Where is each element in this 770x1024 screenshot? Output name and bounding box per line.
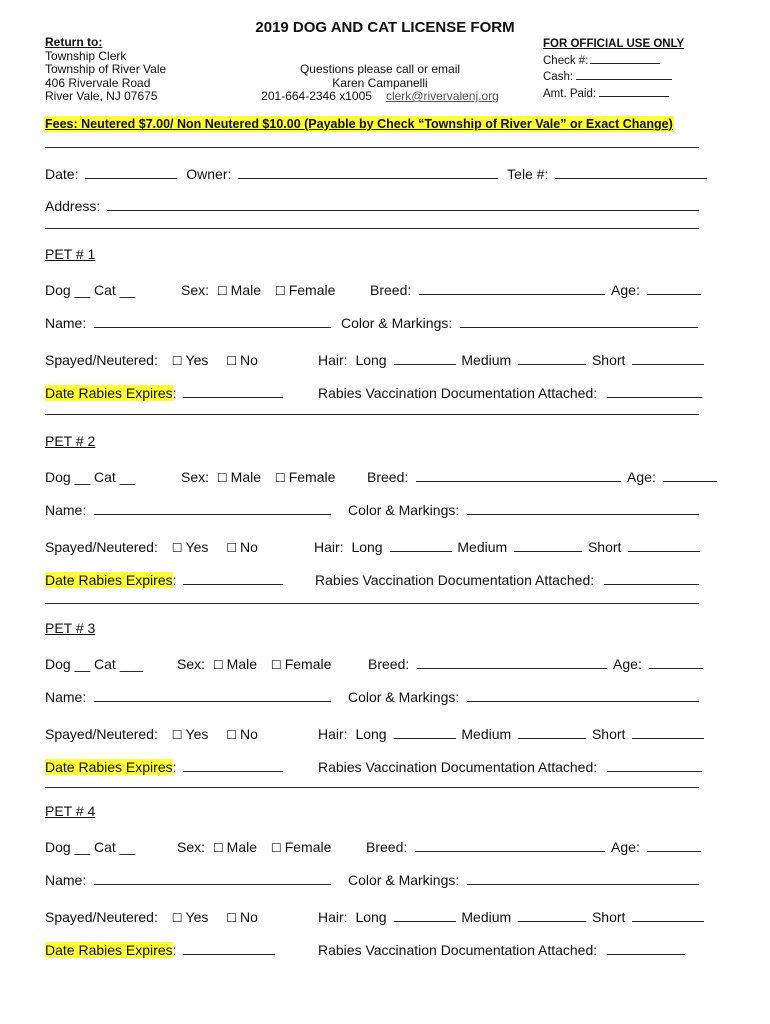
long-field[interactable] (390, 540, 452, 552)
short-field[interactable] (632, 910, 704, 922)
address-line: Township of River Vale (45, 62, 167, 76)
breed-label: Breed: (368, 656, 410, 672)
spayed-yes-checkbox[interactable]: ☐ (171, 541, 183, 555)
pet-row-name (45, 502, 331, 518)
color-field[interactable] (467, 690, 699, 702)
rabies-doc-label: Rabies Vaccination Documentation Attached: (318, 759, 598, 775)
dog-cat-field[interactable]: Dog __ Cat ___ (45, 656, 144, 672)
cash-label: Cash: (543, 71, 574, 83)
pet-row-name (45, 689, 331, 705)
pet-row-spayed (45, 539, 258, 555)
tele-field[interactable] (555, 167, 707, 179)
age-field[interactable] (663, 470, 717, 482)
age-label: Age: (611, 839, 640, 855)
short-label: Short (591, 352, 626, 368)
color-label: Color & Markings: (348, 689, 460, 705)
no-label: No (240, 909, 258, 925)
contact-phone: 201-664-2346 x1005 (261, 89, 372, 103)
name-label: Name: (45, 315, 87, 331)
rabies-expires-field[interactable] (183, 573, 283, 585)
rabies-doc-field[interactable] (604, 573, 699, 585)
spayed-no-checkbox[interactable]: ☐ (226, 728, 238, 742)
yes-label: Yes (185, 909, 209, 925)
hair-group (318, 909, 704, 925)
medium-label: Medium (461, 726, 512, 742)
sex-group (177, 656, 331, 672)
rabies-expires-field[interactable] (183, 943, 275, 955)
female-label: Female (288, 282, 336, 298)
color-field[interactable] (460, 316, 698, 328)
male-checkbox[interactable]: ☐ (216, 284, 228, 298)
address-row (45, 198, 699, 214)
breed-field[interactable] (415, 840, 605, 852)
contact-info (200, 63, 560, 104)
owner-field[interactable] (238, 167, 498, 179)
date-field[interactable] (85, 167, 177, 179)
color-label: Color & Markings: (348, 872, 460, 888)
address-label: Address: (45, 198, 101, 214)
medium-field[interactable] (514, 540, 582, 552)
sex-label: Sex: (181, 469, 210, 485)
pet-row-name (45, 315, 331, 331)
official-title: FOR OFFICIAL USE ONLY (543, 38, 685, 50)
divider (45, 603, 699, 604)
rabies-doc-field[interactable] (607, 386, 702, 398)
contact-email-link[interactable]: clerk@rivervalenj.org (385, 89, 499, 103)
address-line: 406 Rivervale Road (45, 75, 151, 90)
no-label: No (240, 352, 258, 368)
colon: : (172, 572, 177, 588)
return-to-label: Return to: (45, 35, 103, 49)
spayed-label: Spayed/Neutered: (45, 726, 158, 742)
contact-name: Karen Campanelli (332, 75, 428, 90)
medium-label: Medium (457, 539, 508, 555)
long-field[interactable] (394, 727, 456, 739)
male-label: Male (226, 656, 258, 672)
owner-label: Owner: (186, 166, 232, 182)
breed-group (367, 469, 717, 485)
long-field[interactable] (394, 353, 456, 365)
sex-group (177, 839, 331, 855)
short-label: Short (591, 726, 626, 742)
hair-label: Hair: (318, 352, 348, 368)
color-label: Color & Markings: (341, 315, 453, 331)
pet-title: PET # 3 (45, 620, 96, 636)
male-checkbox[interactable]: ☐ (216, 471, 228, 485)
breed-label: Breed: (370, 282, 412, 298)
pet-row-type (45, 839, 135, 855)
rabies-doc-label: Rabies Vaccination Documentation Attached: (318, 942, 598, 958)
pet-row-rabies (45, 385, 283, 401)
color-group (341, 315, 698, 331)
breed-group (370, 282, 701, 298)
pet-row-type (45, 469, 135, 485)
pet-name-field[interactable] (94, 503, 331, 515)
rabies-expires-label: Date Rabies Expires (45, 572, 173, 588)
divider (45, 414, 699, 415)
pet-row-rabies (45, 759, 283, 775)
amt-paid-field[interactable] (599, 85, 669, 97)
pet-row-rabies (45, 942, 275, 958)
male-label: Male (230, 282, 262, 298)
cash-field[interactable] (576, 68, 672, 80)
pet-row-type (45, 282, 135, 298)
color-group (348, 872, 699, 888)
age-label: Age: (611, 282, 640, 298)
spayed-yes-checkbox[interactable]: ☐ (171, 911, 183, 925)
female-checkbox[interactable]: ☐ (274, 284, 286, 298)
age-field[interactable] (647, 840, 701, 852)
rabies-expires-label: Date Rabies Expires (45, 942, 173, 958)
long-label: Long (355, 909, 387, 925)
hair-label: Hair: (318, 726, 348, 742)
sex-group (181, 469, 335, 485)
long-label: Long (351, 539, 383, 555)
medium-field[interactable] (518, 353, 586, 365)
divider (45, 787, 699, 788)
spayed-yes-checkbox[interactable]: ☐ (171, 354, 183, 368)
sex-label: Sex: (177, 839, 206, 855)
owner-row (45, 166, 707, 182)
female-checkbox[interactable]: ☐ (274, 471, 286, 485)
yes-label: Yes (185, 726, 209, 742)
color-field[interactable] (467, 873, 699, 885)
rabies-doc-label: Rabies Vaccination Documentation Attached: (315, 572, 595, 588)
rabies-doc-label: Rabies Vaccination Documentation Attached: (318, 385, 598, 401)
return-address (45, 36, 166, 104)
breed-field[interactable] (419, 283, 605, 295)
name-label: Name: (45, 872, 87, 888)
no-label: No (240, 539, 258, 555)
rabies-doc-group (318, 759, 702, 775)
sex-label: Sex: (181, 282, 210, 298)
male-checkbox[interactable]: ☐ (212, 658, 224, 672)
pet-title: PET # 2 (45, 433, 96, 449)
color-field[interactable] (467, 503, 699, 515)
dog-cat-field[interactable]: Dog __ Cat __ (45, 469, 136, 485)
pet-title: PET # 1 (45, 246, 96, 262)
male-label: Male (226, 839, 258, 855)
divider (45, 228, 699, 229)
dog-cat-field[interactable]: Dog __ Cat __ (45, 282, 136, 298)
female-label: Female (288, 469, 336, 485)
rabies-expires-label: Date Rabies Expires (45, 385, 173, 401)
color-label: Color & Markings: (348, 502, 460, 518)
female-checkbox[interactable]: ☐ (270, 658, 282, 672)
hair-group (318, 352, 704, 368)
medium-field[interactable] (518, 727, 586, 739)
male-label: Male (230, 469, 262, 485)
spayed-label: Spayed/Neutered: (45, 539, 158, 555)
address-line: Township Clerk (45, 48, 127, 63)
questions-text: Questions please call or email (299, 62, 461, 76)
colon: : (172, 942, 177, 958)
rabies-doc-field[interactable] (607, 943, 685, 955)
dog-cat-field[interactable]: Dog __ Cat __ (45, 839, 136, 855)
long-label: Long (355, 726, 387, 742)
male-checkbox[interactable]: ☐ (212, 841, 224, 855)
age-label: Age: (627, 469, 656, 485)
spayed-no-checkbox[interactable]: ☐ (226, 354, 238, 368)
check-field[interactable] (590, 52, 660, 64)
address-line: River Vale, NJ 07675 (45, 89, 158, 103)
medium-field[interactable] (518, 910, 586, 922)
rabies-expires-field[interactable] (183, 760, 283, 772)
name-label: Name: (45, 689, 87, 705)
rabies-doc-group (315, 572, 699, 588)
rabies-doc-group (318, 942, 685, 958)
age-field[interactable] (649, 657, 703, 669)
colon: : (172, 759, 177, 775)
female-label: Female (284, 839, 332, 855)
spayed-yes-checkbox[interactable]: ☐ (171, 728, 183, 742)
pet-row-spayed (45, 909, 258, 925)
rabies-doc-group (318, 385, 702, 401)
date-label: Date: (45, 166, 79, 182)
pet-row-spayed (45, 352, 258, 368)
pet-row-type (45, 656, 143, 672)
pet-name-field[interactable] (94, 690, 331, 702)
no-label: No (240, 726, 258, 742)
colon: : (172, 385, 177, 401)
rabies-doc-field[interactable] (607, 760, 702, 772)
hair-label: Hair: (314, 539, 344, 555)
breed-label: Breed: (366, 839, 408, 855)
breed-label: Breed: (367, 469, 409, 485)
breed-field[interactable] (416, 470, 621, 482)
divider (45, 147, 699, 148)
female-label: Female (284, 656, 332, 672)
name-label: Name: (45, 502, 87, 518)
pet-name-field[interactable] (94, 316, 331, 328)
amt-paid-label: Amt. Paid: (543, 87, 597, 100)
short-field[interactable] (632, 353, 704, 365)
breed-group (368, 656, 703, 672)
female-checkbox[interactable]: ☐ (270, 841, 282, 855)
pet-row-spayed (45, 726, 258, 742)
spayed-label: Spayed/Neutered: (45, 909, 158, 925)
medium-label: Medium (461, 909, 512, 925)
hair-group (314, 539, 700, 555)
medium-label: Medium (461, 352, 512, 368)
address-field[interactable] (107, 199, 699, 211)
short-field[interactable] (628, 540, 700, 552)
color-group (348, 502, 699, 518)
fees-notice: Fees: Neutered $7.00/ Non Neutered $10.00 (Payable by Check “Township of River Vale” or Exact Change) (45, 117, 673, 131)
yes-label: Yes (185, 352, 209, 368)
check-label: Check #: (543, 54, 589, 67)
sex-group (181, 282, 335, 298)
hair-group (318, 726, 704, 742)
spayed-no-checkbox[interactable]: ☐ (226, 541, 238, 555)
age-field[interactable] (647, 283, 701, 295)
form-title: 2019 DOG AND CAT LICENSE FORM (255, 19, 515, 36)
rabies-expires-field[interactable] (183, 386, 283, 398)
hair-label: Hair: (318, 909, 348, 925)
sex-label: Sex: (177, 656, 206, 672)
short-label: Short (591, 909, 626, 925)
color-group (348, 689, 699, 705)
spayed-label: Spayed/Neutered: (45, 352, 158, 368)
long-field[interactable] (394, 910, 456, 922)
age-label: Age: (613, 656, 642, 672)
short-field[interactable] (632, 727, 704, 739)
spayed-no-checkbox[interactable]: ☐ (226, 911, 238, 925)
pet-row-rabies (45, 572, 283, 588)
long-label: Long (355, 352, 387, 368)
breed-group (366, 839, 701, 855)
pet-name-field[interactable] (94, 873, 331, 885)
pet-row-name (45, 872, 331, 888)
rabies-expires-label: Date Rabies Expires (45, 759, 173, 775)
pet-title: PET # 4 (45, 803, 96, 819)
yes-label: Yes (185, 539, 209, 555)
official-use-box (543, 38, 684, 101)
tele-label: Tele #: (507, 166, 549, 182)
short-label: Short (587, 539, 622, 555)
breed-field[interactable] (417, 657, 607, 669)
